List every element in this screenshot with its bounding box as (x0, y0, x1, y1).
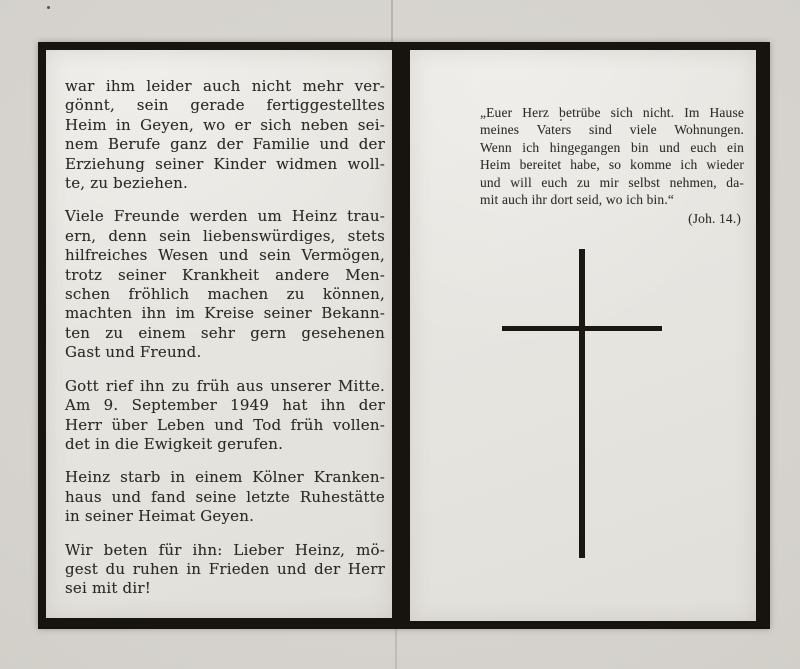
page-right (410, 50, 756, 621)
cross-vertical-bar (579, 249, 585, 558)
text-line: mit auch ihr dort seid, wo ich bin.“ (480, 192, 674, 208)
text-line: Viele Freunde werden um Heinz trau- (65, 207, 385, 226)
text-line: nem Berufe ganz der Familie und der (65, 135, 385, 154)
card-frame (38, 42, 770, 629)
obituary-paragraph-5 (65, 541, 385, 599)
text-line: schen fröhlich machen zu können, (65, 285, 385, 304)
obituary-paragraph-2 (65, 207, 385, 362)
text-line: Am 9. September 1949 hat ihn der (65, 396, 385, 415)
text-line: Wir beten für ihn: Lieber Heinz, mö- (65, 540, 385, 559)
text-line: Heinz starb in einem Kölner Kranken- (65, 468, 385, 487)
quote-citation: (Joh. 14.) (688, 211, 741, 227)
text-line: det in die Ewigkeit gerufen. (65, 434, 284, 453)
text-line: Gast und Freund. (65, 343, 202, 362)
text-line: gönnt, sein gerade fertiggestelltes (65, 96, 385, 115)
page-left (46, 50, 392, 618)
text-line: war ihm leider auch nicht mehr ver- (65, 77, 385, 95)
obituary-paragraph-3 (65, 377, 385, 455)
text-line: trotz seiner Krankheit andere Men- (65, 265, 385, 284)
text-line: Erziehung seiner Kinder widmen woll- (65, 154, 385, 173)
text-line: „Euer Herz betrübe sich nicht. Im Hause (480, 105, 744, 120)
text-line: te, zu beziehen. (65, 174, 188, 193)
text-line: gest du ruhen in Frieden und der Herr (65, 559, 385, 578)
quote-paragraph (480, 104, 744, 208)
fold-crease-bottom (395, 629, 397, 669)
fold-crease-top (391, 0, 393, 42)
text-line: in seiner Heimat Geyen. (65, 507, 255, 526)
obituary-text (65, 77, 385, 599)
text-line: machten ihn im Kreise seiner Bekann- (65, 304, 385, 323)
text-line: sei mit dir! (65, 579, 151, 598)
cross-horizontal-bar (502, 326, 662, 331)
text-line: Gott rief ihn zu früh aus unserer Mitte. (65, 376, 385, 395)
text-line: Wenn ich hingegangen bin und euch ein (480, 139, 744, 155)
scan-speck (47, 6, 50, 9)
text-line: ern, denn sein liebenswürdiges, stets (65, 226, 385, 245)
text-line: haus und fand seine letzte Ruhestätte (65, 487, 385, 506)
obituary-paragraph-1 (65, 77, 385, 193)
text-line: hilfreiches Wesen und sein Vermögen, (65, 246, 385, 265)
text-line: ten zu einem sehr gern gesehenen (65, 323, 385, 342)
scripture-quote (480, 104, 744, 228)
text-line: meines Vaters sind viele Wohnungen. (480, 122, 744, 138)
text-line: Heim bereitet habe, so komme ich wieder (480, 157, 744, 173)
obituary-paragraph-4 (65, 468, 385, 526)
text-line: Heim in Geyen, wo er sich neben sei- (65, 115, 385, 134)
text-line: und will euch zu mir selbst nehmen, da- (480, 174, 744, 190)
text-line: Herr über Leben und Tod früh vollen- (65, 415, 385, 434)
